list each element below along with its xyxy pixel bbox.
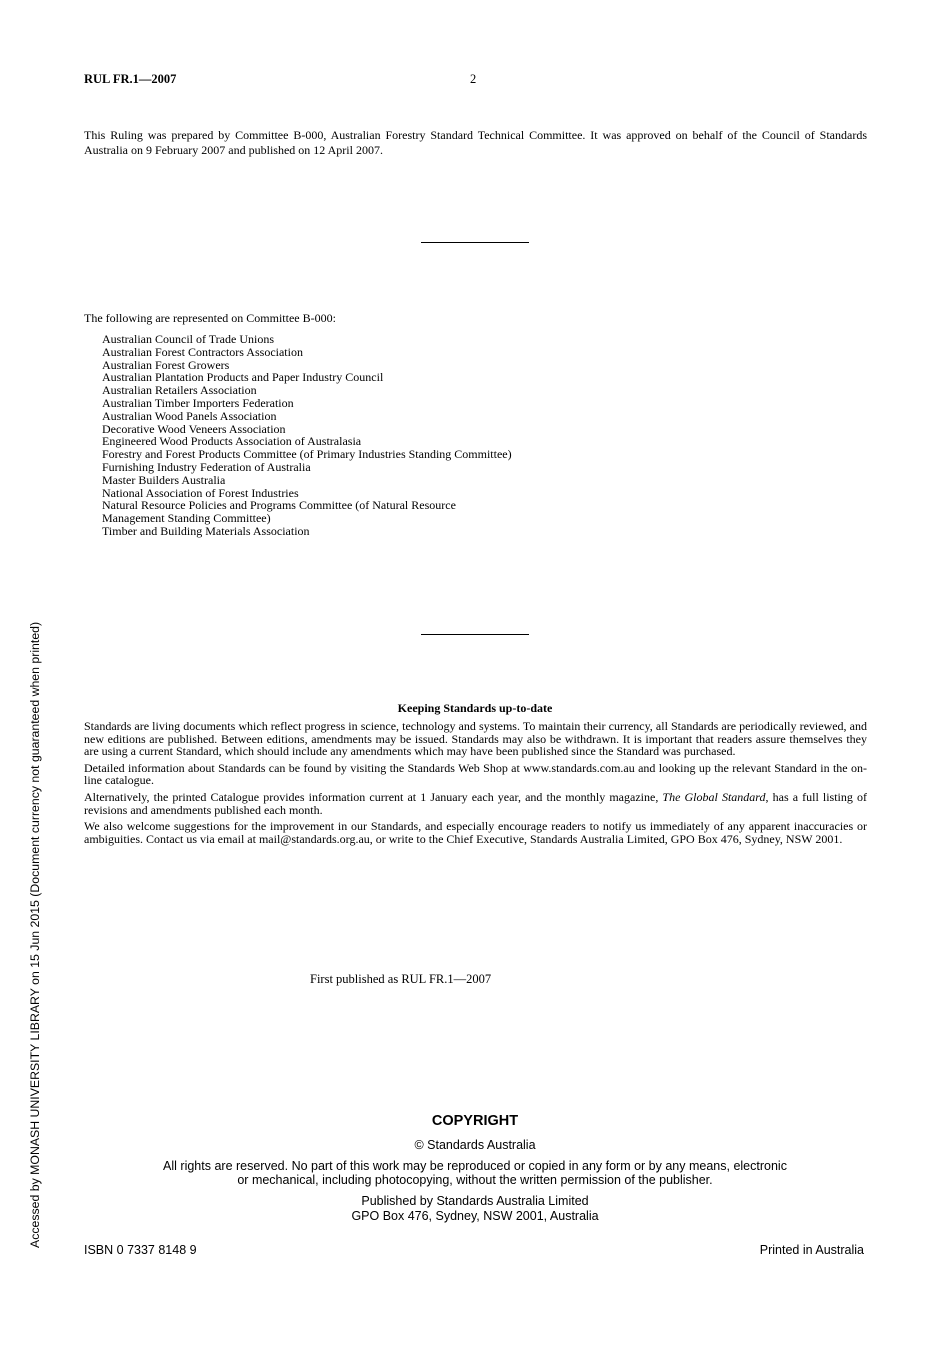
list-item: Timber and Building Materials Association xyxy=(102,523,310,538)
magazine-title: The Global Standard xyxy=(662,789,766,804)
paragraph-text: Alternatively, the printed Catalogue provides information current at 1 January each year, and the monthly magazine, xyxy=(84,789,663,804)
keeping-paragraph-2: Detailed information about Standards can be found by visiting the Standards Web Shop at www.standards.com.au and looking up the relevant Standard in the on-line catalogue. xyxy=(84,760,867,788)
committee-member-list xyxy=(102,333,622,538)
list-item: Australian Timber Importers Federation xyxy=(102,395,294,410)
keeping-paragraph-1: Standards are living documents which reflect progress in science, technology and systems. To maintain their currency, all Standards are periodically reviewed, and new editions are published. Between editions, amendments may be issued. Standards may also be withdrawn. It is important that readers assure themselves they are using a current Standard, which should include any amendments which may have been published since the Standard was purchased. xyxy=(84,719,867,759)
printed-in: Printed in Australia xyxy=(759,1243,864,1257)
list-item: Master Builders Australia xyxy=(102,472,226,487)
page-number: 2 xyxy=(470,72,477,86)
access-watermark: Accessed by MONASH UNIVERSITY LIBRARY on 15 Jun 2015 (Document currency not guaranteed when printed) xyxy=(28,621,42,1248)
copyright-holder: © Standards Australia xyxy=(414,1138,536,1152)
rights-line: All rights are reserved. No part of this work may be reproduced or copied in any form or by any means, electronic xyxy=(163,1159,787,1173)
list-item: Australian Forest Growers xyxy=(102,357,230,372)
publisher-line: Published by Standards Australia Limited xyxy=(361,1194,589,1208)
list-item: Australian Forest Contractors Association xyxy=(102,344,303,359)
list-item: Australian Retailers Association xyxy=(102,383,257,398)
publisher-info xyxy=(0,1194,950,1224)
list-item: National Association of Forest Industries xyxy=(102,485,299,500)
list-item: Management Standing Committee) xyxy=(102,511,271,526)
committee-heading: The following are represented on Committee B-000: xyxy=(84,311,336,325)
list-item: Australian Council of Trade Unions xyxy=(102,332,274,346)
list-item: Forestry and Forest Products Committee (of Primary Industries Standing Committee) xyxy=(102,447,512,462)
list-item: Australian Wood Panels Association xyxy=(102,408,277,423)
rights-statement xyxy=(0,1159,950,1187)
publisher-line: GPO Box 476, Sydney, NSW 2001, Australia xyxy=(351,1209,599,1223)
list-item: Furnishing Industry Federation of Australia xyxy=(102,459,311,474)
list-item: Australian Plantation Products and Paper Industry Council xyxy=(102,370,384,385)
copyright-title: COPYRIGHT xyxy=(431,1113,519,1129)
isbn: ISBN 0 7337 8148 9 xyxy=(84,1243,197,1257)
paragraph-text: , has a full listing of revisions and amendments published each month. xyxy=(84,789,867,817)
rights-line: or mechanical, including photocopying, without the written permission of the publisher. xyxy=(237,1173,713,1187)
keeping-standards-title: Keeping Standards up-to-date xyxy=(397,701,553,715)
list-item: Engineered Wood Products Association of Australasia xyxy=(102,434,362,449)
document-id: RUL FR.1—2007 xyxy=(84,72,177,86)
section-divider xyxy=(421,242,529,243)
keeping-paragraph-4: We also welcome suggestions for the improvement in our Standards, and especially encourage readers to notify us immediately of any apparent inaccuracies or ambiguities. Contact us via email at mail@standards.org.au, or write to the Chief Executive, Standards Australia Limited, GPO Box 476, Sydney, NSW 2001. xyxy=(84,819,867,846)
intro-paragraph: This Ruling was prepared by Committee B-000, Australian Forestry Standard Technical Committee. It was approved on behalf of the Council of Standards Australia on 9 February 2007 and published on 12 April 2007. xyxy=(84,128,867,157)
section-divider xyxy=(421,634,529,635)
first-published-note: First published as RUL FR.1—2007 xyxy=(310,972,492,986)
keeping-paragraph-3 xyxy=(84,791,867,816)
list-item: Decorative Wood Veneers Association xyxy=(102,421,286,436)
list-item: Natural Resource Policies and Programs Committee (of Natural Resource xyxy=(102,498,456,513)
keeping-standards-section xyxy=(84,720,867,849)
